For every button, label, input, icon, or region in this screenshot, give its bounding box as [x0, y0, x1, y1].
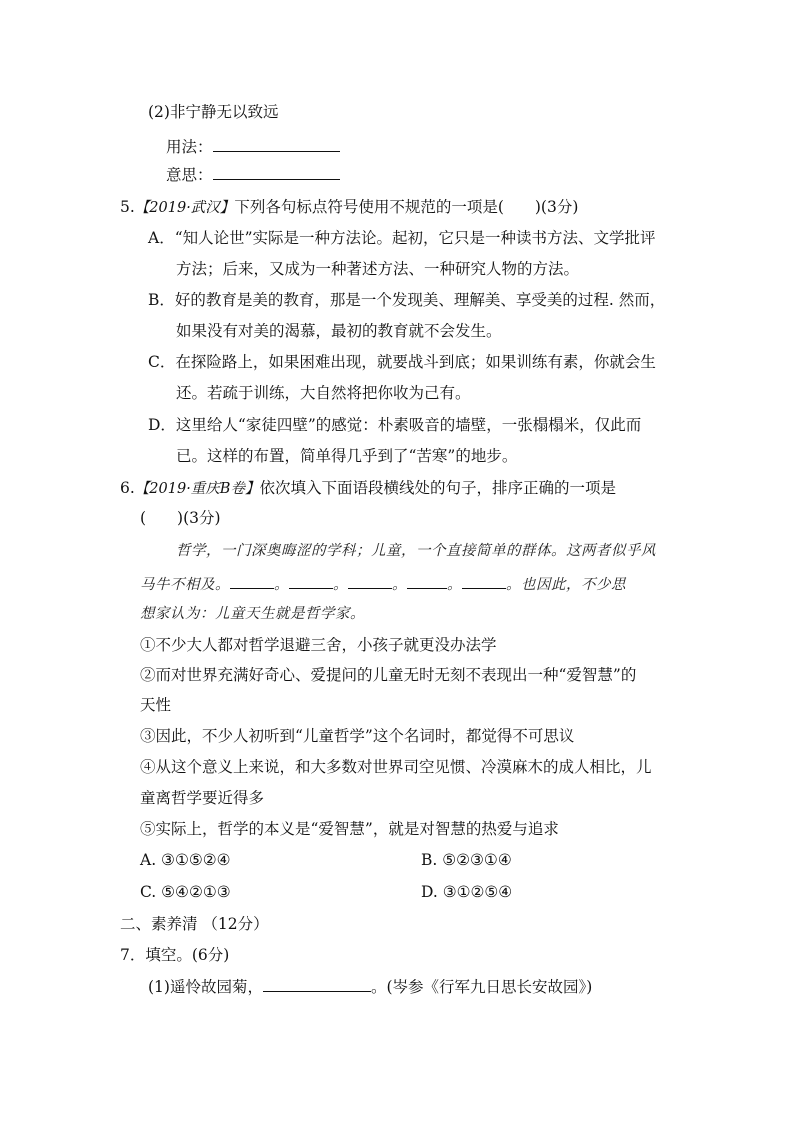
q7-item1-suffix: 。(岑参《行军九日思长安故园》)	[370, 978, 593, 996]
q5-option-b-line1: B．好的教育是美的教育，那是一个发现美、理解美、享受美的过程. 然而，	[148, 291, 666, 309]
q6-stem-text: 依次填入下面语段横线处的句子，排序正确的一项是	[259, 479, 616, 497]
section2-title: 二、素养清 （12分）	[120, 915, 269, 933]
meaning-blank[interactable]	[213, 164, 340, 180]
q6-source: 【2019·重庆B卷】	[134, 481, 260, 497]
passage-blank-4[interactable]	[407, 573, 447, 589]
q5-option-d-line2: 已。这样的布置，简单得几乎到了“苦寒”的地步。	[176, 447, 518, 465]
q7-item1-prefix: (1)遥怜故园菊，	[148, 978, 263, 996]
q6-passage-line2	[140, 573, 626, 595]
q6-number: 6.	[120, 479, 135, 497]
q5-option-d-line1: D．这里给人“家徒四壁”的感觉：朴素吸音的墙壁，一张榻榻米，仅此而	[148, 416, 642, 434]
q7-item-1	[148, 976, 592, 997]
meaning-label: 意思：	[166, 166, 213, 184]
q6-choice-c: C. ⑤④②①③	[140, 883, 231, 901]
q5-source: 【2019·武汉】	[134, 200, 235, 216]
passage-blank-5[interactable]	[462, 573, 506, 589]
q6-item-3: ③因此，不少人初听到“儿童哲学”这个名词时，都觉得不可思议	[140, 727, 575, 745]
q6-item-4-cont: 童离哲学要近得多	[140, 789, 265, 807]
q6-stem	[120, 478, 616, 499]
usage-blank[interactable]	[213, 136, 340, 152]
q6-choice-a: A. ③①⑤②④	[140, 851, 231, 869]
q6-passage-line3: 想家认为：儿童天生就是哲学家。	[140, 606, 365, 622]
q4-usage-row	[166, 136, 340, 157]
passage-sep-2: 。	[333, 577, 348, 593]
passage-sep-3: 。	[392, 577, 407, 593]
q5-option-a-line1: A．“知人论世”实际是一种方法论。起初，它只是一种读书方法、文学批评	[148, 229, 656, 247]
q6-score: ( )(3分)	[140, 509, 221, 527]
q4-part2-title: (2)非宁静无以致远	[148, 103, 279, 121]
q6-choice-b: B. ⑤②③①④	[421, 851, 512, 869]
q6-passage-line1: 哲学，一门深奥晦涩的学科；儿童，一个直接简单的群体。这两者似乎风	[176, 543, 656, 559]
q4-meaning-row	[166, 164, 340, 185]
q7-stem: 7．填空。(6分)	[120, 946, 230, 964]
usage-label: 用法：	[166, 138, 213, 156]
q5-option-c-line1: C．在探险路上，如果困难出现，就要战斗到底；如果训练有素，你就会生	[148, 353, 656, 371]
q6-item-2: ②而对世界充满好奇心、爱提问的儿童无时无刻不表现出一种“爱智慧”的	[140, 666, 637, 684]
passage-line2-prefix: 马牛不相及。	[140, 577, 230, 593]
passage-sep-4: 。	[447, 577, 462, 593]
q6-item-4: ④从这个意义上来说，和大多数对世界司空见惯、冷漠麻木的成人相比，儿	[140, 758, 652, 776]
passage-blank-2[interactable]	[289, 573, 333, 589]
q5-number: 5.	[120, 198, 135, 216]
q5-option-c-line2: 还。若疏于训练，大自然将把你收为己有。	[176, 384, 471, 402]
q6-choice-d: D. ③①②⑤④	[421, 883, 513, 901]
passage-sep-1: 。	[274, 577, 289, 593]
passage-blank-3[interactable]	[348, 573, 392, 589]
q6-item-1: ①不少大人都对哲学退避三舍，小孩子就更没办法学	[140, 636, 497, 654]
passage-line2-suffix: 。也因此，不少思	[506, 577, 626, 593]
q5-stem-text: 下列各句标点符号使用不规范的一项是( )(3分)	[234, 198, 579, 216]
q7-item1-blank[interactable]	[263, 976, 371, 992]
q5-option-a-line2: 方法；后来，又成为一种著述方法、一种研究人物的方法。	[176, 260, 580, 278]
q5-stem	[120, 197, 578, 218]
q6-item-5: ⑤实际上，哲学的本义是“爱智慧”，就是对智慧的热爱与追求	[140, 820, 559, 838]
q6-item-2-cont: 天性	[140, 696, 172, 714]
q5-option-b-line2: 如果没有对美的渴慕，最初的教育就不会发生。	[176, 322, 502, 340]
passage-blank-1[interactable]	[230, 573, 274, 589]
